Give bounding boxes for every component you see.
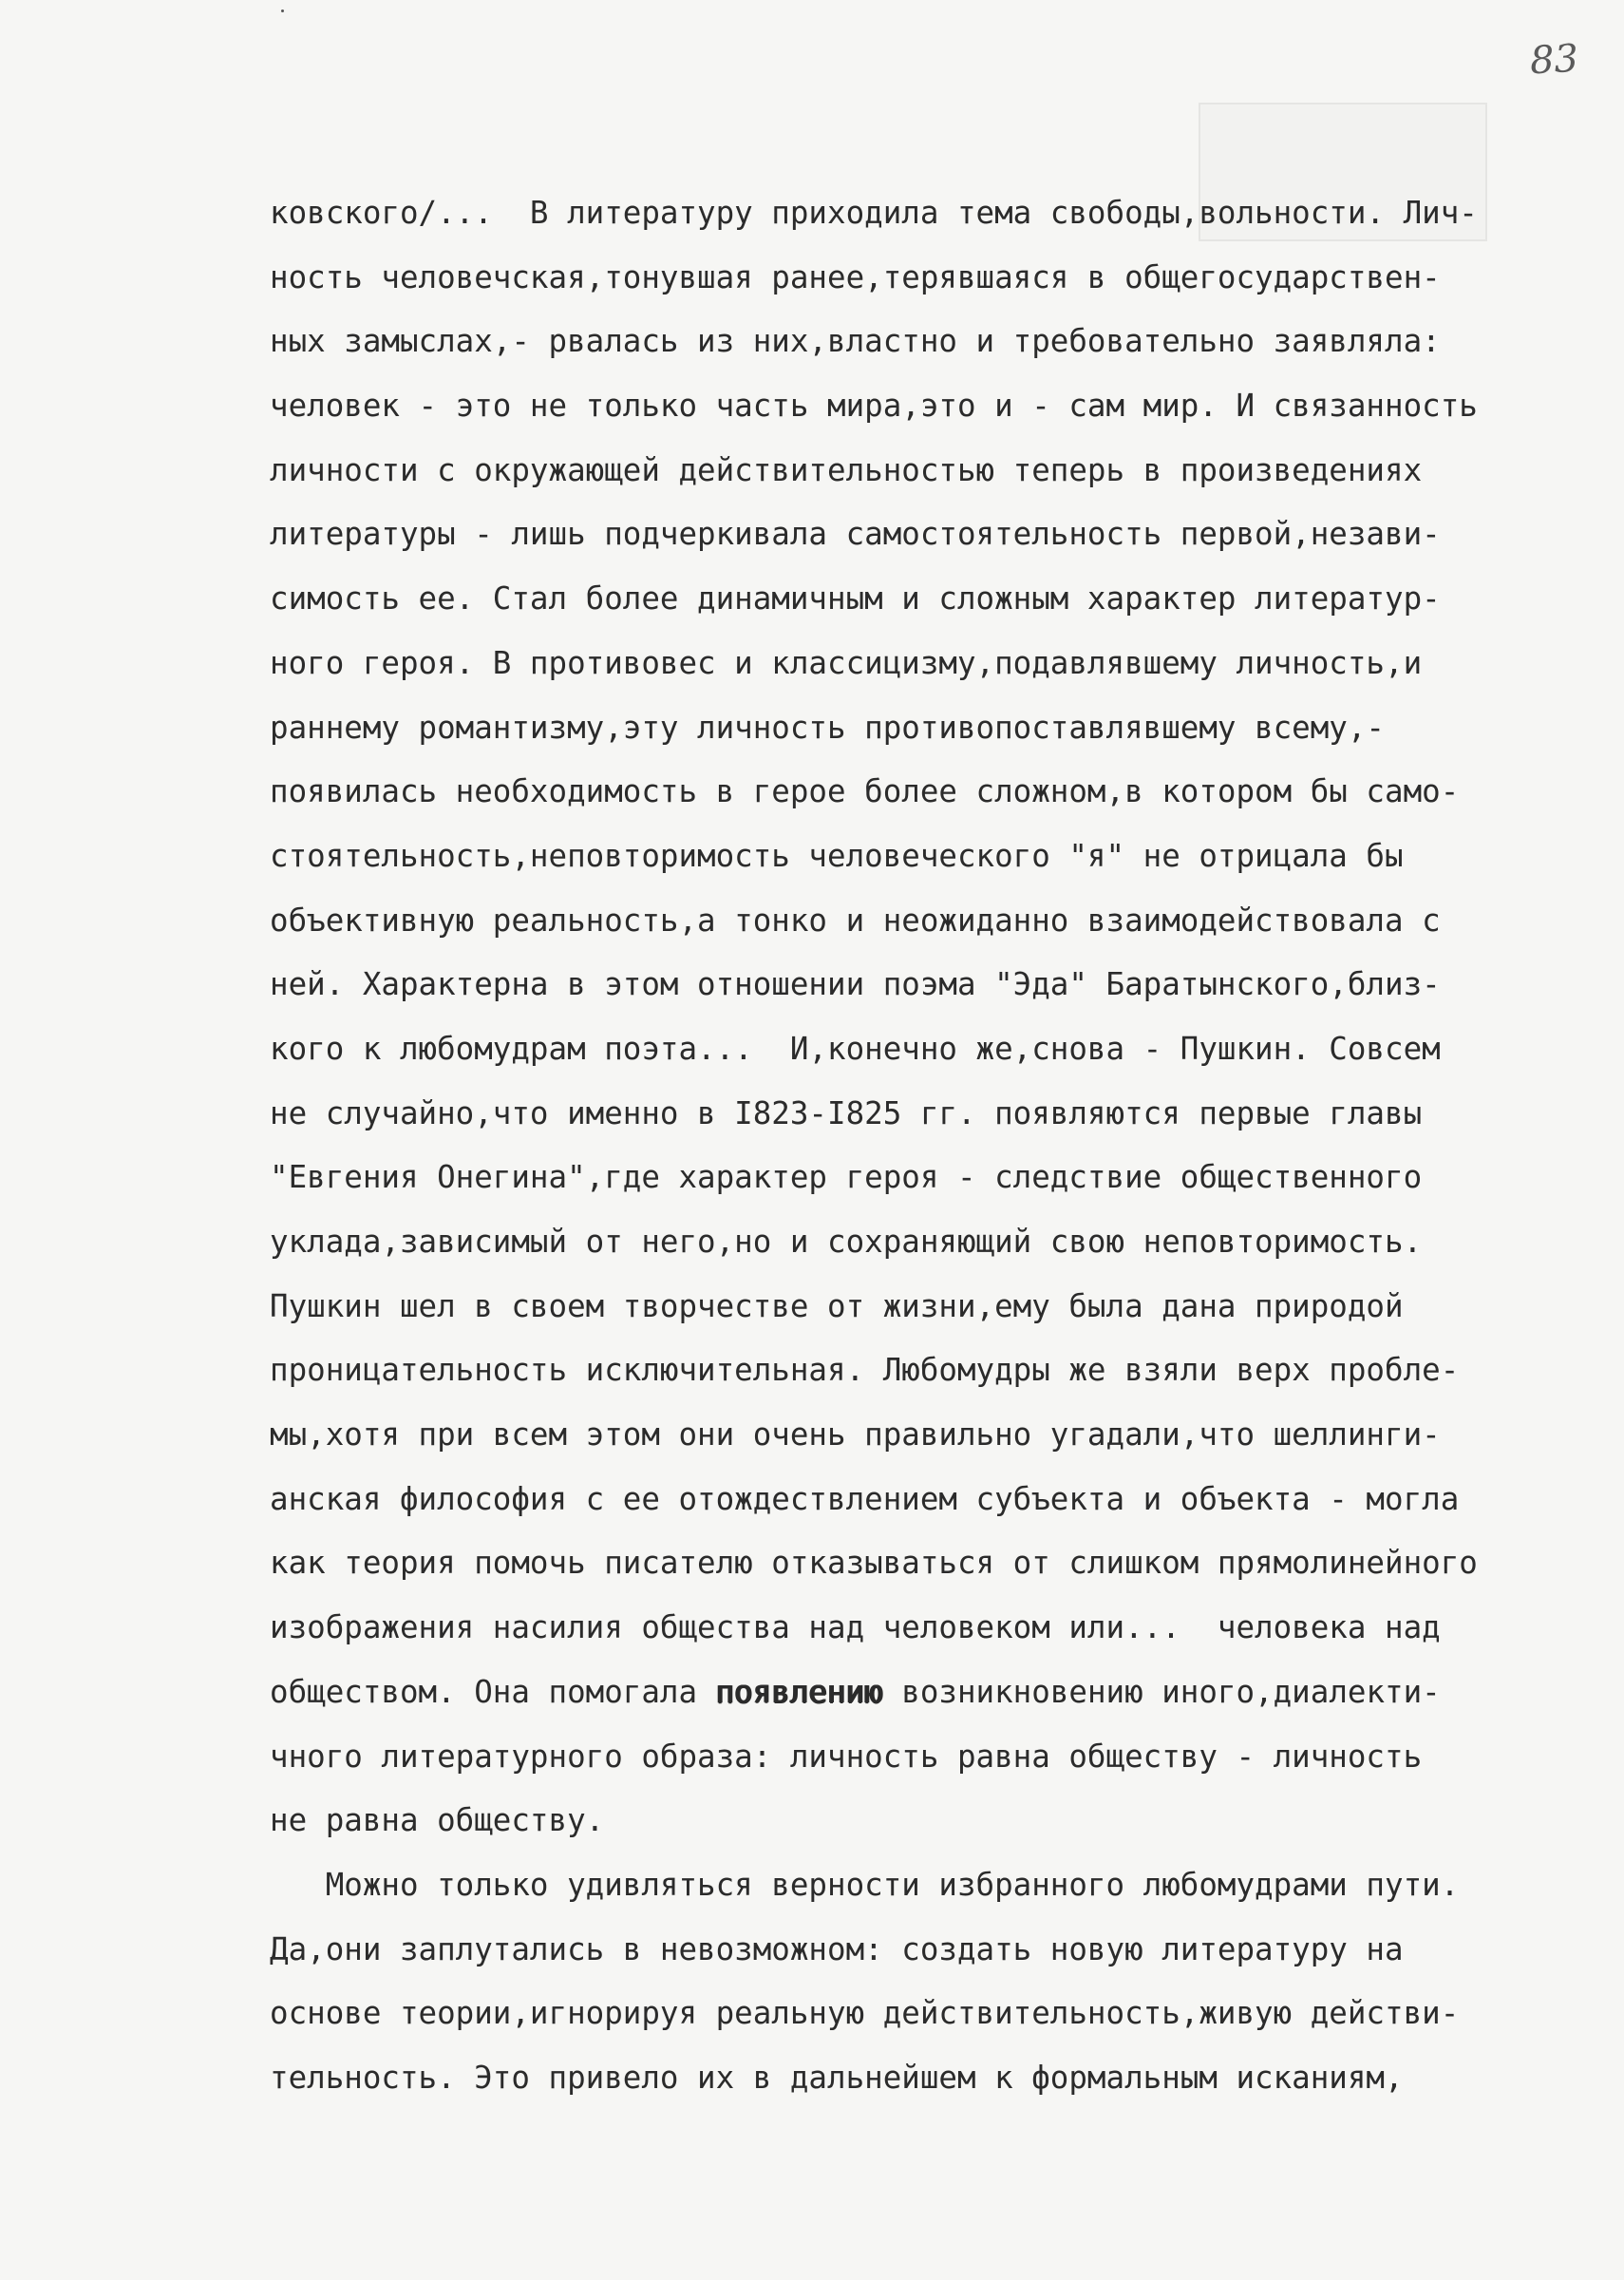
text-line: симость ее. Стал более динамичным и сложным характер литератур- [270,580,1441,618]
page-number: 83 [1528,36,1580,84]
text-line: как теория помочь писателю отказываться от слишком прямолинейного [270,1545,1478,1582]
text-line: ность человечская,тонувшая ранее,терявшаяся в общегосударствен- [270,258,1441,295]
text-line: чного литературного образа: личность равна обществу - личность [270,1738,1423,1775]
text-line: анская философия с ее отождествлением субъекта и объекта - могла [270,1480,1460,1517]
text-line: "Евгения Онегина",где характер героя - следствие общественного [270,1159,1423,1196]
text-line-with-correction [270,1661,1580,1725]
text-line: изображения насилия общества над человеком или... человека над [270,1609,1441,1646]
text-line: ного героя. В противовес и классицизму,подавлявшему личность,и [270,644,1423,681]
text-line: объективную реальность,а тонко и неожиданно взаимодействовала с [270,902,1441,939]
typewritten-text [270,181,1580,2111]
paragraph-line: Можно только удивляться верности избранного любомудрами пути. [270,1866,1460,1903]
text-line: ковского/... В литературу приходила тема свободы,вольности. Лич- [270,195,1478,231]
text-line: раннему романтизму,эту личность противопоставлявшему всему,- [270,709,1385,746]
text-line: кого к любомудрам поэта... И,конечно же,снова - Пушкин. Совсем [270,1030,1441,1067]
text-line: литературы - лишь подчеркивала самостоятельность первой,незави- [270,516,1441,553]
text-line: проницательность исключительная. Любомудры же взяли верх пробле- [270,1352,1460,1389]
text-line: не равна обществу. [270,1802,605,1839]
text-segment: обществом. Она помогала [270,1673,716,1710]
text-line: ных замыслах,- рвалась из них,властно и требовательно заявляла: [270,323,1441,360]
text-line: мы,хотя при всем этом они очень правильно угадали,что шеллинги- [270,1416,1441,1454]
text-line: Пушкин шел в своем творчестве от жизни,ему была дана природой [270,1287,1404,1324]
paragraph-line: основе теории,игнорируя реальную действительность,живую действи- [270,1995,1460,2032]
text-line: не случайно,что именно в I823-I825 гг. появляются первые главы [270,1094,1423,1131]
text-segment: возникновению иного,диалекти- [882,1673,1441,1710]
text-line: уклада,зависимый от него,но и сохраняющий свою неповторимость. [270,1224,1423,1260]
text-line: личности с окружающей действительностью теперь в произведениях [270,451,1423,488]
text-line: появилась необходимость в герое более сложном,в котором бы само- [270,773,1460,810]
paragraph-line: тельность. Это привело их в дальнейшем к формальным исканиям, [270,2059,1404,2096]
paragraph-line: Да,они заплутались в невозможном: создать новую литературу на [270,1930,1404,1967]
text-line: человек - это не только часть мира,это и - сам мир. И связанность [270,388,1478,425]
ink-dot [281,10,284,12]
overstruck-word: появлению [715,1673,883,1710]
text-line: стоятельность,неповторимость человеческого "я" не отрицала бы [270,837,1404,874]
text-line: ней. Характерна в этом отношении поэма "Эда" Баратынского,близ- [270,966,1441,1003]
